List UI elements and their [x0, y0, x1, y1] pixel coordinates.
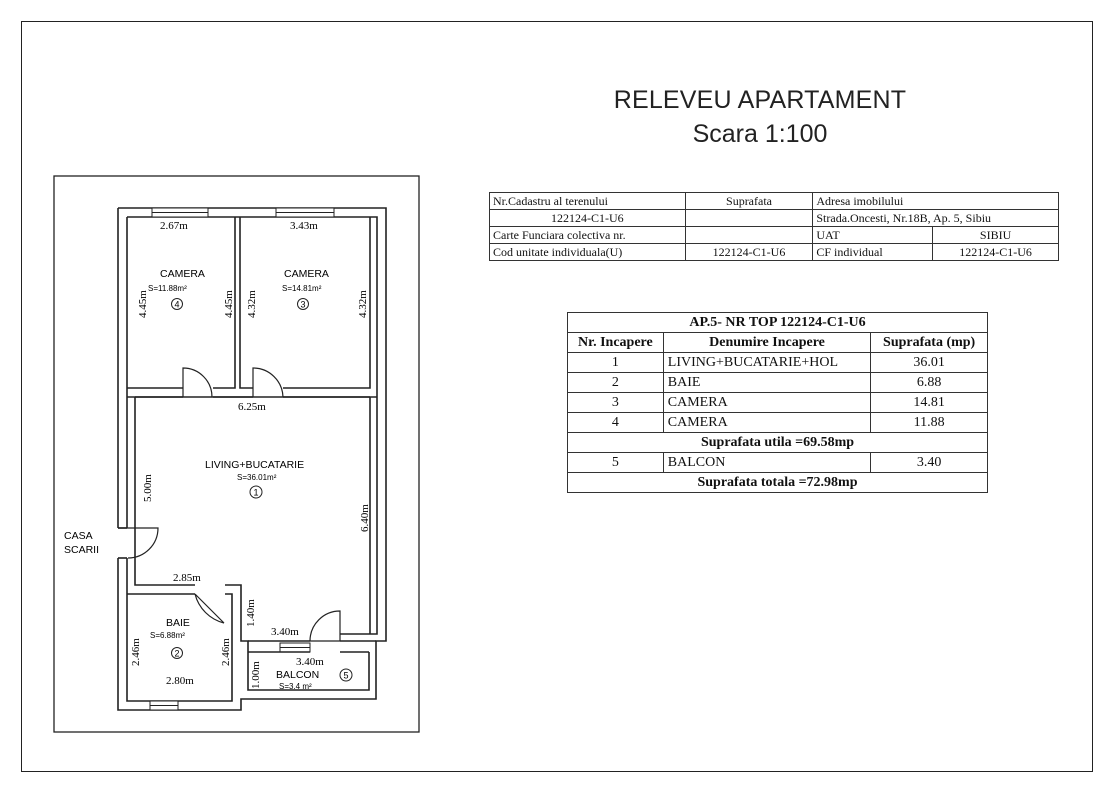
info-cell: Nr.Cadastru al terenului [490, 193, 686, 210]
column-header: Nr. Incapere [568, 333, 664, 353]
room-area: 6.88 [871, 373, 988, 393]
room1-step-dim: 1.40m [245, 599, 257, 627]
room1-right-dim: 6.40m [359, 504, 371, 532]
info-cell: Adresa imobilului [813, 193, 1059, 210]
room1-name: LIVING+BUCATARIE [205, 459, 305, 471]
entrance-door [118, 528, 158, 558]
page-title: RELEVEU APARTAMENT [613, 86, 907, 114]
room3-area: S=14.81m² [282, 284, 322, 293]
room1-left-dim: 5.00m [142, 474, 154, 502]
room3-left-dim: 4.32m [246, 290, 258, 318]
room5-left-dim: 1.00m [250, 661, 262, 689]
room4-left-dim: 4.45m [137, 290, 149, 318]
info-cell: Suprafata [685, 193, 813, 210]
room1-bottom-dim: 2.85m [173, 572, 201, 584]
column-header: Suprafata (mp) [871, 333, 988, 353]
room4-number: 4 [174, 299, 180, 310]
room1-area: S=36.01m² [237, 473, 277, 482]
room-name: BALCON [663, 453, 870, 473]
room2-number: 2 [174, 648, 180, 659]
room3-number: 3 [300, 299, 306, 310]
room1-number: 1 [253, 487, 259, 498]
room5-number: 5 [343, 670, 349, 681]
info-cell: Strada.Oncesti, Nr.18B, Ap. 5, Sibiu [813, 210, 1059, 227]
stair-label-line2: SCARII [64, 544, 100, 556]
room5-top-dim: 3.40m [296, 656, 324, 668]
info-cell: 122124-C1-U6 [933, 244, 1059, 261]
room5-area: S=3.4 m² [279, 682, 312, 691]
subtotal-label: Suprafata utila =69.58mp [568, 433, 988, 453]
room-area: 11.88 [871, 413, 988, 433]
rooms-table-title: AP.5- NR TOP 122124-C1-U6 [568, 313, 988, 333]
room2-area: S=6.88m² [150, 631, 185, 640]
doors [118, 368, 340, 641]
room-area: 36.01 [871, 353, 988, 373]
room-number: 3 [568, 393, 664, 413]
room2-name: BAIE [166, 617, 190, 629]
room-area: 14.81 [871, 393, 988, 413]
info-cell: Cod unitate individuala(U) [490, 244, 686, 261]
column-header: Denumire Incapere [663, 333, 870, 353]
room-number: 4 [568, 413, 664, 433]
info-cell: Carte Funciara colectiva nr. [490, 227, 686, 244]
room-name: BAIE [663, 373, 870, 393]
room5-name: BALCON [276, 669, 320, 681]
room-name: LIVING+BUCATARIE+HOL [663, 353, 870, 373]
room3-name: CAMERA [284, 268, 329, 280]
info-cell: SIBIU [933, 227, 1059, 244]
room3-right-dim: 4.32m [357, 290, 369, 318]
room4-right-dim: 4.45m [223, 290, 235, 318]
room4-width: 2.67m [160, 220, 188, 232]
scale-label: Scara 1:100 [692, 120, 828, 148]
room3-width: 3.43m [290, 220, 318, 232]
door-room4 [183, 368, 212, 397]
info-cell: UAT [813, 227, 933, 244]
room5-width: 3.40m [271, 626, 299, 638]
plan-frame [54, 176, 419, 732]
total-label: Suprafata totala =72.98mp [568, 473, 988, 493]
door-bathroom [195, 594, 224, 623]
room2-left-dim: 2.46m [130, 638, 142, 666]
room4-name: CAMERA [160, 268, 205, 280]
door-room3 [253, 368, 283, 397]
room2-bottom-dim: 2.80m [166, 675, 194, 687]
room-name: CAMERA [663, 413, 870, 433]
room-name: CAMERA [663, 393, 870, 413]
room-number: 1 [568, 353, 664, 373]
info-cell: 122124-C1-U6 [490, 210, 686, 227]
door-balcony [310, 611, 340, 641]
room1-width: 6.25m [238, 401, 266, 413]
room2-right-dim: 2.46m [220, 638, 232, 666]
stair-label-line1: CASA [64, 530, 93, 542]
room-number: 2 [568, 373, 664, 393]
room-area: 3.40 [871, 453, 988, 473]
info-cell: CF individual [813, 244, 933, 261]
info-cell: 122124-C1-U6 [685, 244, 813, 261]
room4-area: S=11.88m² [148, 284, 187, 293]
room-number: 5 [568, 453, 664, 473]
